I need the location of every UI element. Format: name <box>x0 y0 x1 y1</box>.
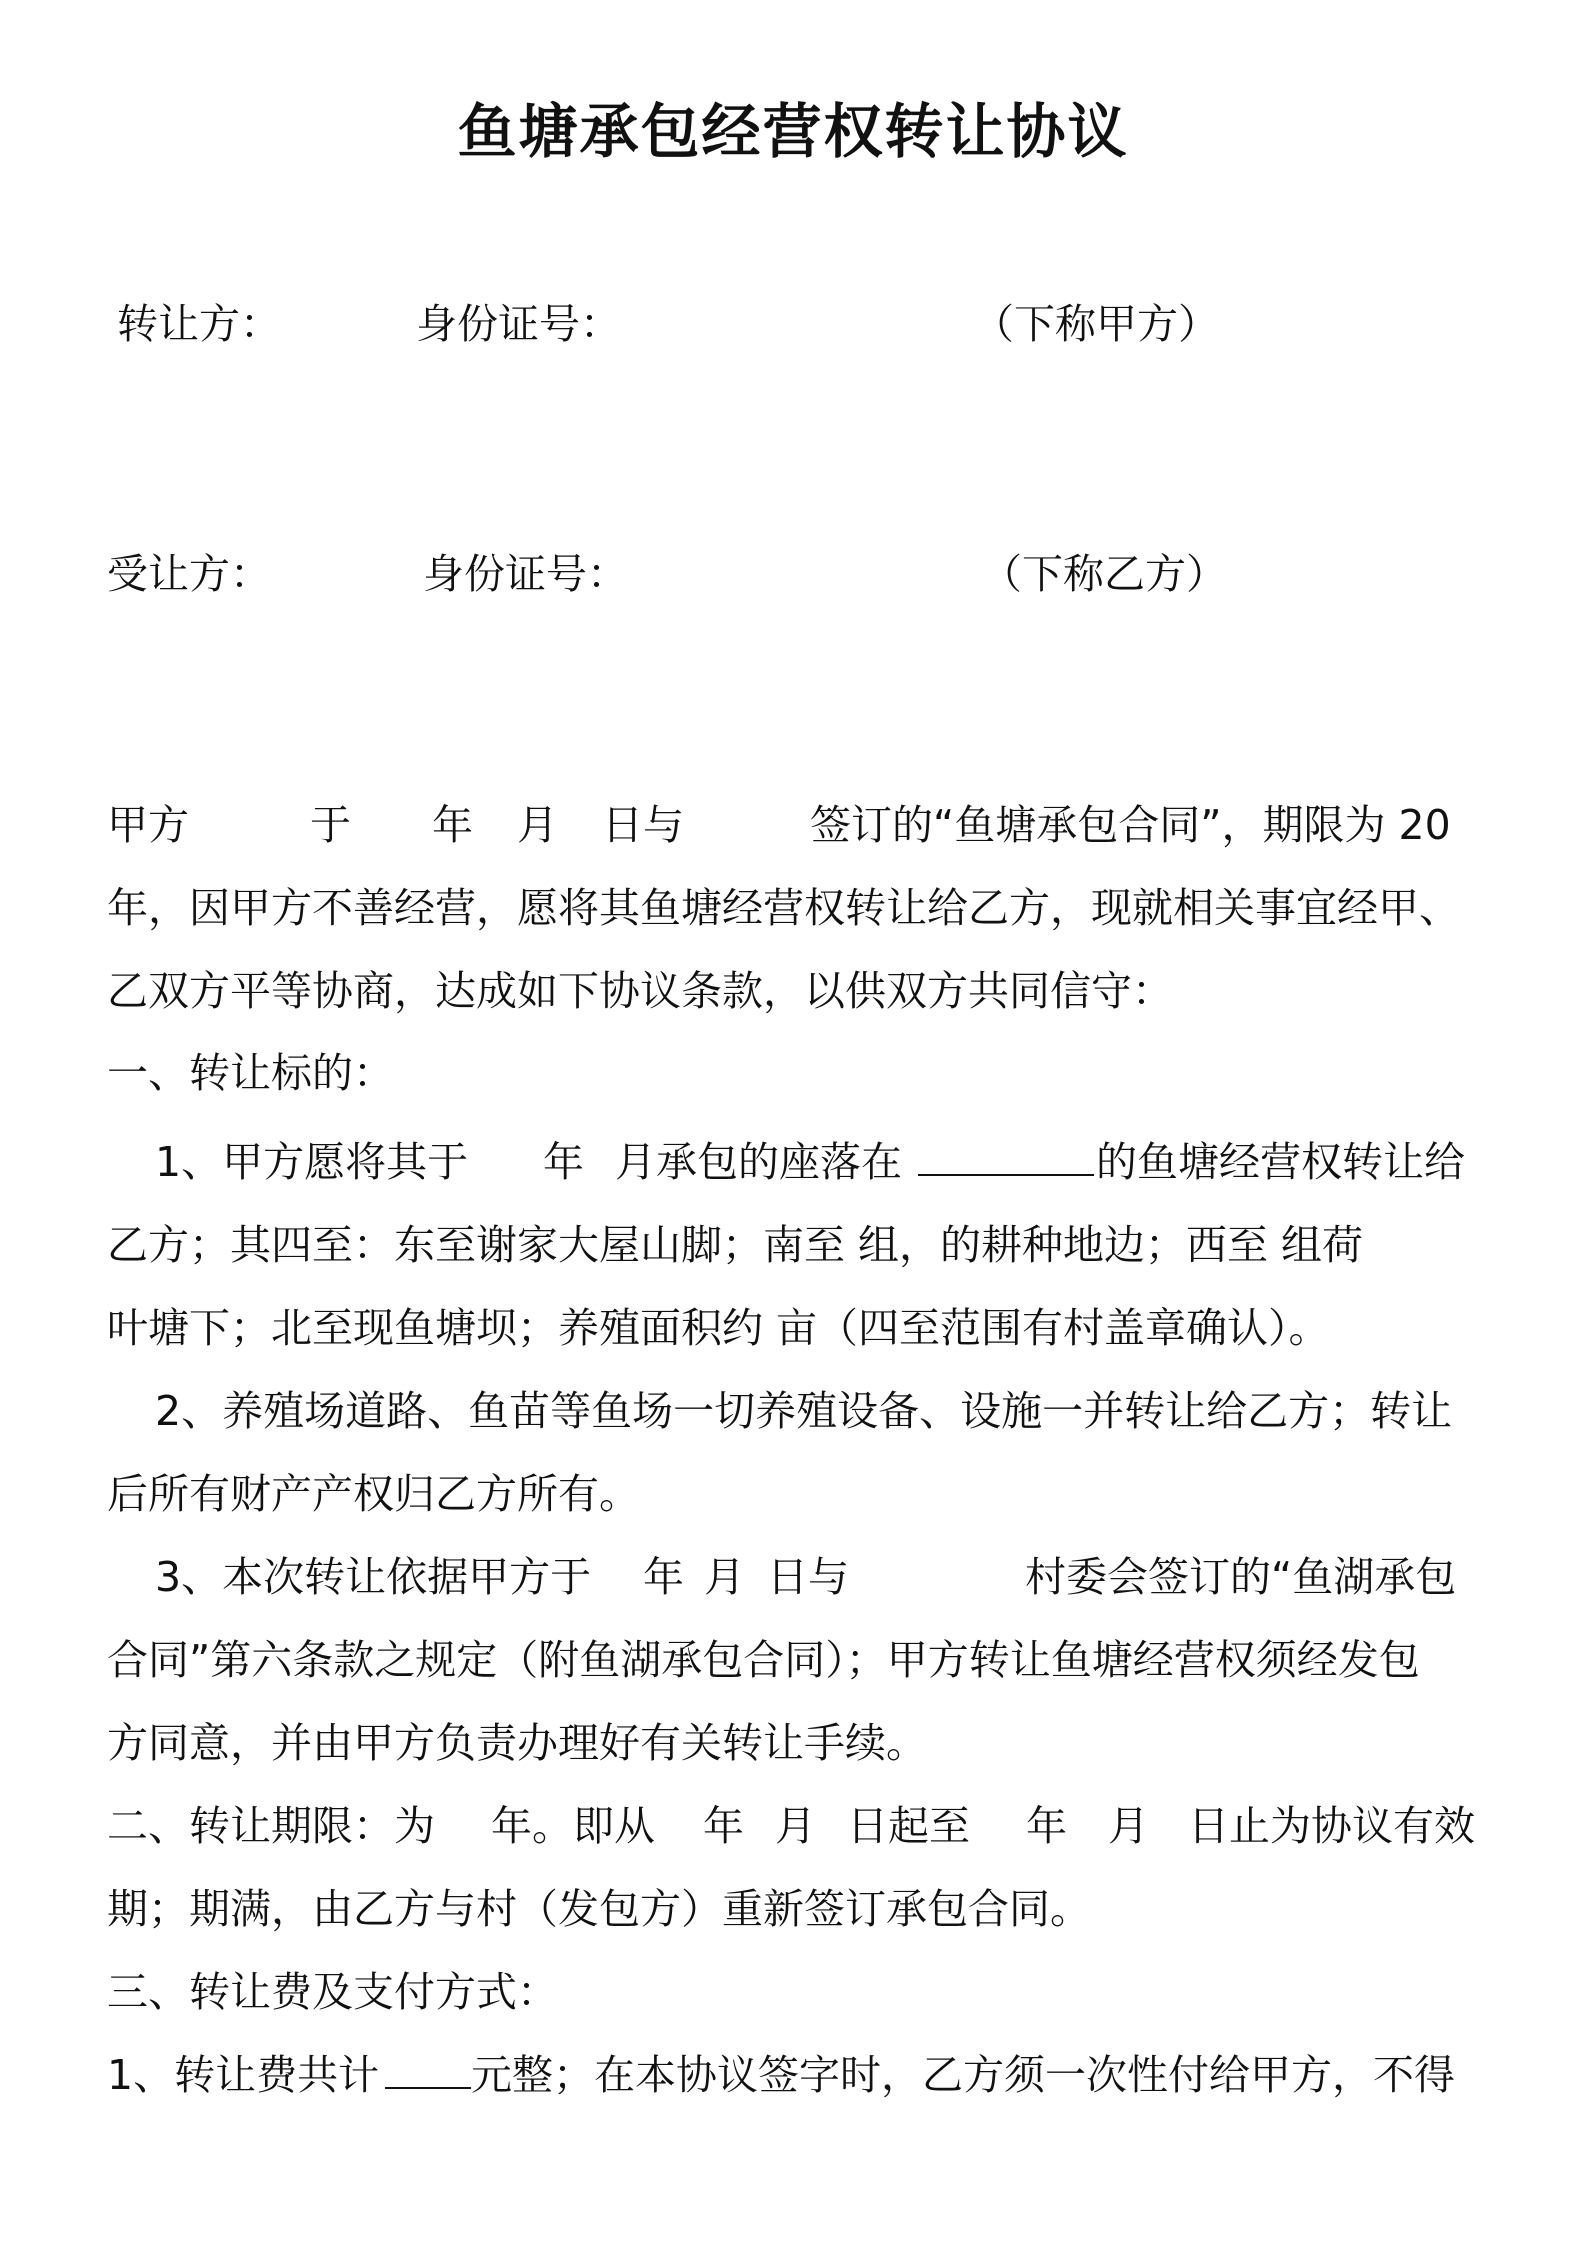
transferor-alias: （下称甲方） <box>973 300 1219 348</box>
clause-text: 日止为协议有效 <box>1188 1802 1475 1850</box>
clause-line: 乙方；其四至：东至谢家大屋山脚；南至 组，的耕种地边；西至 组荷 <box>107 1221 1364 1269</box>
transferor-id-label: 身份证号： <box>416 300 621 348</box>
clause-text: 年 <box>703 1802 744 1850</box>
clause-text: 月承包的座落在 <box>615 1138 902 1186</box>
clause-text: 的鱼塘经营权转让给 <box>1096 1138 1465 1186</box>
clause-text: 元整；在本协议签字时，乙方须一次性付给甲方，不得 <box>471 2051 1455 2099</box>
preamble-line: 年，因甲方不善经营，愿将其鱼塘经营权转让给乙方，现就相关事宜经甲、 <box>107 884 1460 932</box>
preamble-line: 乙双方平等协商，达成如下协议条款，以供双方共同信守： <box>107 967 1173 1015</box>
section-heading: 二、转让期限：为 <box>107 1802 435 1850</box>
clause-text: 3、本次转让依据甲方于 <box>155 1553 592 1601</box>
clause-text: 日起至 <box>847 1802 970 1850</box>
clause-text: 月 <box>775 1802 816 1850</box>
preamble-word: 月 <box>517 801 558 849</box>
preamble-word: 日与 <box>602 801 684 849</box>
clause-line: 期；期满，由乙方与村（发包方）重新签订承包合同。 <box>107 1885 1091 1933</box>
clause-text: 1、转让费共计 <box>107 2051 380 2099</box>
clause-text: 年 <box>643 1553 684 1601</box>
clause-text: 年。即从 <box>491 1802 655 1850</box>
clause-line: 2、养殖场道路、鱼苗等鱼场一切养殖设备、设施一并转让给乙方；转让 <box>155 1387 1453 1435</box>
fill-blank <box>918 1134 1094 1190</box>
preamble-word: 年 <box>432 801 473 849</box>
clause-text: 月 <box>1108 1802 1149 1850</box>
transferee-alias: （下称乙方） <box>981 550 1227 598</box>
section-heading: 三、转让费及支付方式： <box>107 1968 558 2016</box>
preamble-word: 于 <box>310 801 351 849</box>
clause-line: 合同”第六条款之规定（附鱼湖承包合同）；甲方转让鱼塘经营权须经发包 <box>107 1636 1420 1684</box>
clause-text: 年 <box>543 1138 584 1186</box>
transferee-label: 受让方： <box>107 550 271 598</box>
clause-text: 村委会签订的“鱼湖承包 <box>1025 1553 1457 1601</box>
document-title: 鱼塘承包经营权转让协议 <box>457 97 1129 166</box>
preamble-word: 甲方 <box>107 801 189 849</box>
preamble-word: 签订的“鱼塘承包合同”，期限为 20 <box>810 801 1451 849</box>
transferor-label: 转让方： <box>117 300 281 348</box>
clause-line: 叶塘下；北至现鱼塘坝；养殖面积约 亩（四至范围有村盖章确认）。 <box>107 1304 1330 1352</box>
clause-line: 方同意，并由甲方负责办理好有关转让手续。 <box>107 1719 927 1767</box>
fill-blank <box>385 2047 471 2103</box>
clause-text: 月 <box>704 1553 745 1601</box>
clause-line: 后所有财产产权归乙方所有。 <box>107 1470 640 1518</box>
clause-text: 年 <box>1026 1802 1067 1850</box>
clause-text: 日与 <box>767 1553 849 1601</box>
section-heading: 一、转让标的： <box>107 1049 394 1097</box>
transferee-id-label: 身份证号： <box>423 550 628 598</box>
clause-text: 1、甲方愿将其于 <box>155 1138 469 1186</box>
